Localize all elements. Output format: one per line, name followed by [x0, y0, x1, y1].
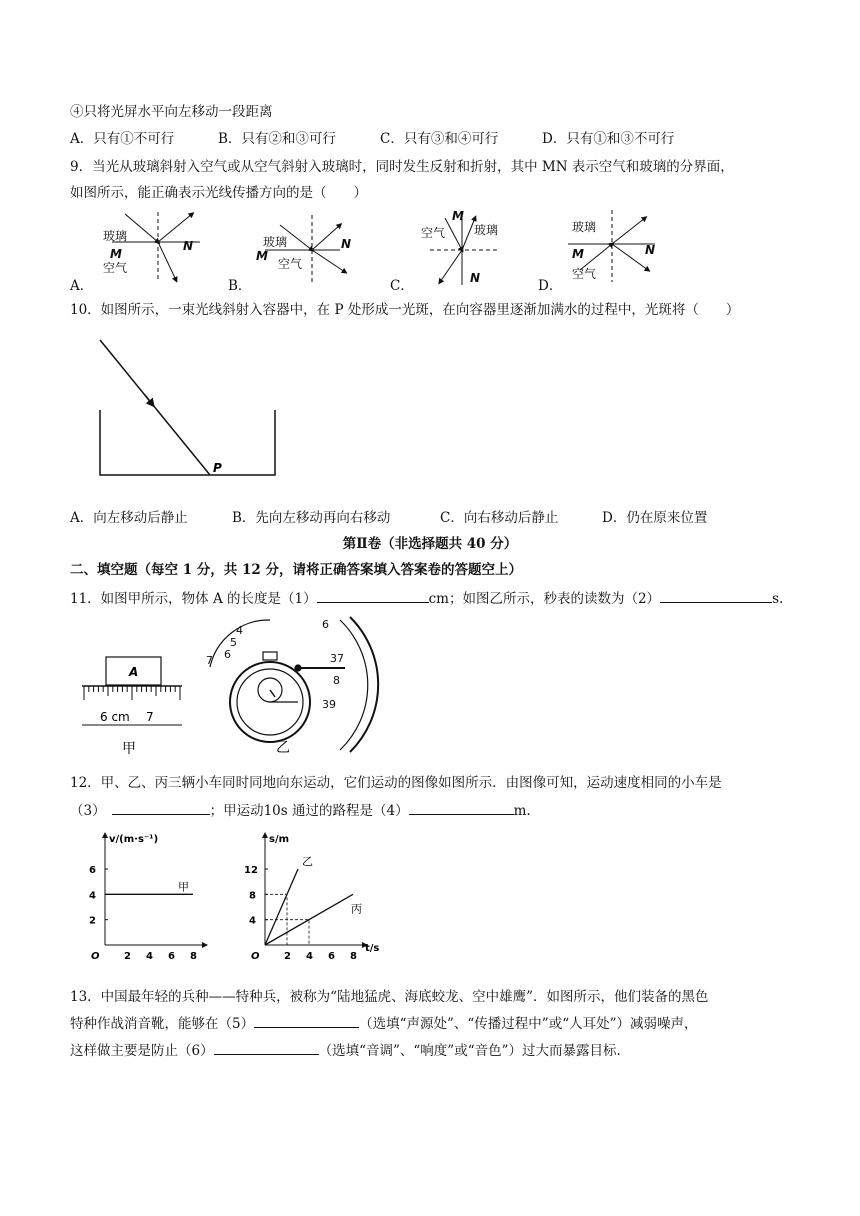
q13-blank-6[interactable]	[214, 1042, 319, 1055]
q11-blank-1[interactable]	[317, 590, 429, 603]
svg-text:8: 8	[333, 674, 340, 687]
q9a-glass-label: 玻璃	[103, 229, 128, 243]
x-tick-label: 6	[328, 951, 335, 962]
q9-stem-line2: 如图所示，能正确表示光线传播方向的是（ ）	[70, 185, 367, 201]
q10-option-b[interactable]: B．先向左移动再向右移动	[232, 510, 391, 526]
series-label-1: 乙	[302, 855, 313, 868]
section2-title: 第Ⅱ卷（非选择题共 40 分）	[342, 536, 518, 552]
q9c-air-label: 空气	[421, 226, 446, 240]
q12-blank-4[interactable]	[409, 802, 514, 815]
series-line-1	[265, 869, 298, 945]
x-axis-label: t/s	[365, 943, 380, 954]
ruler-label-7: 7	[146, 710, 154, 724]
svg-text:M: M	[572, 247, 584, 261]
q12-stem-line1: 12．甲、乙、丙三辆小车同时同地向东运动，它们运动的图像如图所示．由图像可知，运动速度相同的小车是	[70, 775, 722, 791]
y-axis-label: v/(m·s⁻¹)	[109, 834, 159, 845]
q9c-glass-label: 玻璃	[474, 223, 499, 237]
x-tick-label: 6	[168, 951, 175, 962]
y-tick-label: 12	[244, 865, 258, 876]
y-tick-label: 6	[89, 865, 96, 876]
svg-text:A: A	[129, 665, 139, 679]
y-tick-label: 4	[249, 915, 256, 927]
svg-text:M: M	[452, 209, 464, 223]
q8-option-c: C．只有③和④可行	[380, 131, 499, 147]
y-tick-label: 2	[89, 915, 96, 927]
q10-option-c[interactable]: C．向右移动后静止	[440, 510, 559, 526]
q9-option-a[interactable]: A．	[70, 278, 94, 294]
svg-text:N: N	[341, 237, 352, 251]
svg-text:N: N	[645, 243, 656, 257]
x-tick-label: 2	[284, 951, 291, 962]
svg-text:M: M	[110, 247, 122, 261]
q13-stem-line3: 这样做主要是防止（6） （选填“音调”、“响度”或“音色”）过大而暴露目标.	[70, 1043, 621, 1059]
q12-blank-3[interactable]	[112, 802, 210, 815]
x-tick-label: 8	[350, 951, 357, 962]
q11-ruler-figure	[82, 655, 192, 755]
x-tick-label: 2	[124, 951, 131, 962]
q9-option-d[interactable]: D．	[538, 278, 563, 294]
q12-velocity-chart	[80, 830, 210, 965]
q12-stem-line2: （3） ；甲运动10s 通过的路程是（4） m.	[70, 803, 531, 819]
q10-container-figure	[90, 330, 290, 480]
q9-stem-line1: 9．当光从玻璃斜射入空气或从空气斜射入玻璃时，同时发生反射和折射，其中 MN 表示空气和玻璃的分界面，	[70, 159, 734, 175]
svg-text:6: 6	[322, 618, 329, 631]
q9b-glass-label: 玻璃	[263, 235, 288, 249]
q9-figures	[0, 200, 860, 295]
q10-p-label: P	[213, 461, 222, 475]
svg-text:37: 37	[330, 652, 344, 665]
svg-text:7: 7	[206, 654, 213, 667]
q13-blank-5[interactable]	[254, 1015, 359, 1028]
q9d-glass-label: 玻璃	[572, 220, 597, 234]
ruler-label-6cm: 6 cm	[100, 710, 130, 724]
q11-stem: 11．如图甲所示，物体 A 的长度是（1） cm；如图乙所示，秒表的读数为（2） s.	[70, 591, 784, 607]
q13-stem-line1: 13．中国最年轻的兵种——特种兵，被称为“陆地猛虎、海底蛟龙、空中雄鹰”．如图所示，他们装备的黑色	[70, 989, 709, 1005]
origin-label: O	[91, 951, 100, 962]
q8-item4: ④只将光屏水平向左移动一段距离	[70, 104, 273, 120]
series-label-1: 甲	[178, 880, 189, 894]
svg-text:M: M	[256, 249, 268, 263]
y-tick-label: 4	[89, 890, 96, 902]
svg-text:39: 39	[322, 698, 336, 711]
svg-text:N: N	[183, 239, 194, 253]
q10-option-a[interactable]: A．向左移动后静止	[70, 510, 188, 526]
svg-text:4: 4	[236, 624, 243, 637]
x-tick-label: 8	[190, 951, 197, 962]
x-tick-label: 4	[146, 951, 153, 962]
q11-blank-2[interactable]	[660, 590, 772, 603]
series-label-2: 丙	[351, 902, 362, 916]
q9-option-c[interactable]: C．	[390, 278, 414, 294]
q9a-air-label: 空气	[103, 261, 128, 275]
ruler-caption: 甲	[122, 741, 136, 757]
q9d-air-label: 空气	[572, 267, 597, 281]
svg-text:5: 5	[230, 636, 237, 649]
section2-heading: 二、填空题（每空 1 分，共 12 分，请将正确答案填入答案卷的答题空上）	[70, 562, 522, 578]
q8-option-a: A．只有①不可行	[70, 131, 175, 147]
stopwatch-caption: 乙	[276, 740, 290, 756]
q13-stem-line2: 特种作战消音靴，能够在（5） （选填“声源处”、“传播过程中”或“人耳处”）减弱噪声，	[70, 1016, 698, 1032]
q10-option-d[interactable]: D．仍在原来位置	[602, 510, 708, 526]
svg-text:6: 6	[224, 648, 231, 661]
q10-stem: 10．如图所示，一束光线斜射入容器中，在 P 处形成一光斑，在向容器里逐渐加满水的过程中，光斑将（ ）	[70, 302, 740, 318]
svg-text:N: N	[470, 271, 481, 285]
q9-option-b[interactable]: B．	[228, 278, 252, 294]
q8-option-d: D．只有①和③不可行	[542, 131, 675, 147]
q9b-air-label: 空气	[278, 257, 303, 271]
q8-option-b: B．只有②和③可行	[218, 131, 336, 147]
x-tick-label: 4	[306, 951, 313, 962]
y-tick-label: 8	[249, 890, 256, 902]
y-axis-label: s/m	[269, 834, 290, 845]
origin-label: O	[251, 951, 260, 962]
q11-stopwatch-figure	[200, 612, 370, 757]
q12-distance-chart	[240, 830, 390, 965]
